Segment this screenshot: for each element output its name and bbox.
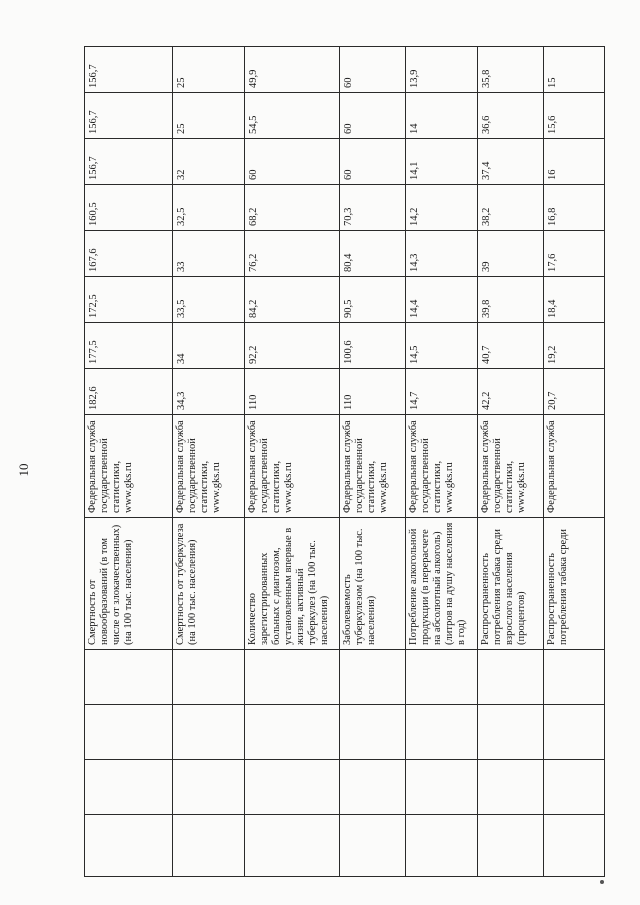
value-cell: 34,3 xyxy=(173,369,245,415)
indicator-cell: Потребление алкогольной продукции (в перерасчете на абсолютный алкоголь) (литров на душу населения в год) xyxy=(406,518,478,650)
source-cell: Федеральная служба государственной статистики, www.gks.ru xyxy=(406,415,478,518)
indicator-cell: Заболеваемость туберкулезом (на 100 тыс. населения) xyxy=(340,518,406,650)
indicator-cell: Количество зарегистрированных больных с диагнозом, установленным впервые в жизни, активный туберкулез (на 100 тыс. населения) xyxy=(245,518,340,650)
value-cell: 25 xyxy=(173,93,245,139)
value-cell: 33 xyxy=(173,231,245,277)
indicator-cell: Распространенность потребления табака среди взрослого населения (процентов) xyxy=(478,518,544,650)
empty-cell xyxy=(340,650,406,705)
value-cell: 156,7 xyxy=(85,93,173,139)
value-cell: 90,5 xyxy=(340,277,406,323)
table-row xyxy=(85,47,173,877)
value-cell: 177,5 xyxy=(85,323,173,369)
empty-cell xyxy=(406,705,478,760)
empty-cell xyxy=(85,705,173,760)
value-cell: 156,7 xyxy=(85,47,173,93)
empty-cell xyxy=(406,650,478,705)
value-cell: 40,7 xyxy=(478,323,544,369)
value-cell: 34 xyxy=(173,323,245,369)
value-cell: 14,3 xyxy=(406,231,478,277)
value-cell: 17,6 xyxy=(544,231,605,277)
value-cell: 14,5 xyxy=(406,323,478,369)
value-cell: 32 xyxy=(173,139,245,185)
value-cell: 38,2 xyxy=(478,185,544,231)
source-cell: Федеральная служба xyxy=(544,415,605,518)
empty-cell xyxy=(245,760,340,815)
value-cell: 68,2 xyxy=(245,185,340,231)
value-cell: 167,6 xyxy=(85,231,173,277)
empty-cell xyxy=(544,650,605,705)
value-cell: 39 xyxy=(478,231,544,277)
indicator-cell: Распространенность потребления табака среди xyxy=(544,518,605,650)
value-cell: 13,9 xyxy=(406,47,478,93)
value-cell: 36,6 xyxy=(478,93,544,139)
empty-cell xyxy=(478,650,544,705)
value-cell: 49,9 xyxy=(245,47,340,93)
source-cell: Федеральная служба государственной статистики, www.gks.ru xyxy=(85,415,173,518)
empty-cell xyxy=(340,705,406,760)
value-cell: 39,8 xyxy=(478,277,544,323)
value-cell: 37,4 xyxy=(478,139,544,185)
value-cell: 14 xyxy=(406,93,478,139)
value-cell: 15 xyxy=(544,47,605,93)
source-cell: Федеральная служба государственной статистики, www.gks.ru xyxy=(478,415,544,518)
value-cell: 172,5 xyxy=(85,277,173,323)
empty-cell xyxy=(478,815,544,877)
value-cell: 32,5 xyxy=(173,185,245,231)
value-cell: 54,5 xyxy=(245,93,340,139)
value-cell: 60 xyxy=(245,139,340,185)
table-row xyxy=(173,47,245,877)
value-cell: 84,2 xyxy=(245,277,340,323)
table-row xyxy=(406,47,478,877)
value-cell: 14,2 xyxy=(406,185,478,231)
value-cell: 60 xyxy=(340,47,406,93)
value-cell: 20,7 xyxy=(544,369,605,415)
empty-cell xyxy=(406,815,478,877)
empty-cell xyxy=(478,705,544,760)
indicator-cell: Смертность от новообразований (в том числе от злокачественных) (на 100 тыс. населения) xyxy=(85,518,173,650)
empty-cell xyxy=(173,760,245,815)
empty-cell xyxy=(245,705,340,760)
value-cell: 60 xyxy=(340,93,406,139)
empty-cell xyxy=(85,760,173,815)
source-cell: Федеральная служба государственной статистики, www.gks.ru xyxy=(245,415,340,518)
empty-cell xyxy=(245,815,340,877)
empty-cell xyxy=(478,760,544,815)
value-cell: 15,6 xyxy=(544,93,605,139)
value-cell: 110 xyxy=(340,369,406,415)
indicator-cell: Смертность от туберкулеза (на 100 тыс. населения) xyxy=(173,518,245,650)
table-row xyxy=(245,47,340,877)
empty-cell xyxy=(173,650,245,705)
value-cell: 14,1 xyxy=(406,139,478,185)
value-cell: 16 xyxy=(544,139,605,185)
value-cell: 25 xyxy=(173,47,245,93)
page-number: 10 xyxy=(16,463,31,477)
value-cell: 14,7 xyxy=(406,369,478,415)
value-cell: 33,5 xyxy=(173,277,245,323)
source-cell: Федеральная служба государственной статистики, www.gks.ru xyxy=(340,415,406,518)
value-cell: 60 xyxy=(340,139,406,185)
value-cell: 110 xyxy=(245,369,340,415)
value-cell: 18,4 xyxy=(544,277,605,323)
rotated-table-container xyxy=(84,47,604,877)
value-cell: 70,3 xyxy=(340,185,406,231)
value-cell: 92,2 xyxy=(245,323,340,369)
table-row xyxy=(544,47,605,877)
empty-cell xyxy=(406,760,478,815)
source-cell: Федеральная служба государственной статистики, www.gks.ru xyxy=(173,415,245,518)
value-cell: 182,6 xyxy=(85,369,173,415)
empty-cell xyxy=(544,815,605,877)
scan-speck xyxy=(600,880,604,884)
value-cell: 80,4 xyxy=(340,231,406,277)
empty-cell xyxy=(85,650,173,705)
value-cell: 19,2 xyxy=(544,323,605,369)
value-cell: 156,7 xyxy=(85,139,173,185)
table-row xyxy=(340,47,406,877)
empty-cell xyxy=(173,705,245,760)
empty-cell xyxy=(245,650,340,705)
indicators-table xyxy=(84,46,605,877)
value-cell: 14,4 xyxy=(406,277,478,323)
empty-cell xyxy=(340,760,406,815)
empty-cell xyxy=(173,815,245,877)
value-cell: 100,6 xyxy=(340,323,406,369)
table-row xyxy=(478,47,544,877)
empty-cell xyxy=(85,815,173,877)
value-cell: 42,2 xyxy=(478,369,544,415)
value-cell: 76,2 xyxy=(245,231,340,277)
empty-cell xyxy=(544,705,605,760)
empty-cell xyxy=(544,760,605,815)
empty-cell xyxy=(340,815,406,877)
value-cell: 16,8 xyxy=(544,185,605,231)
value-cell: 35,8 xyxy=(478,47,544,93)
value-cell: 160,5 xyxy=(85,185,173,231)
